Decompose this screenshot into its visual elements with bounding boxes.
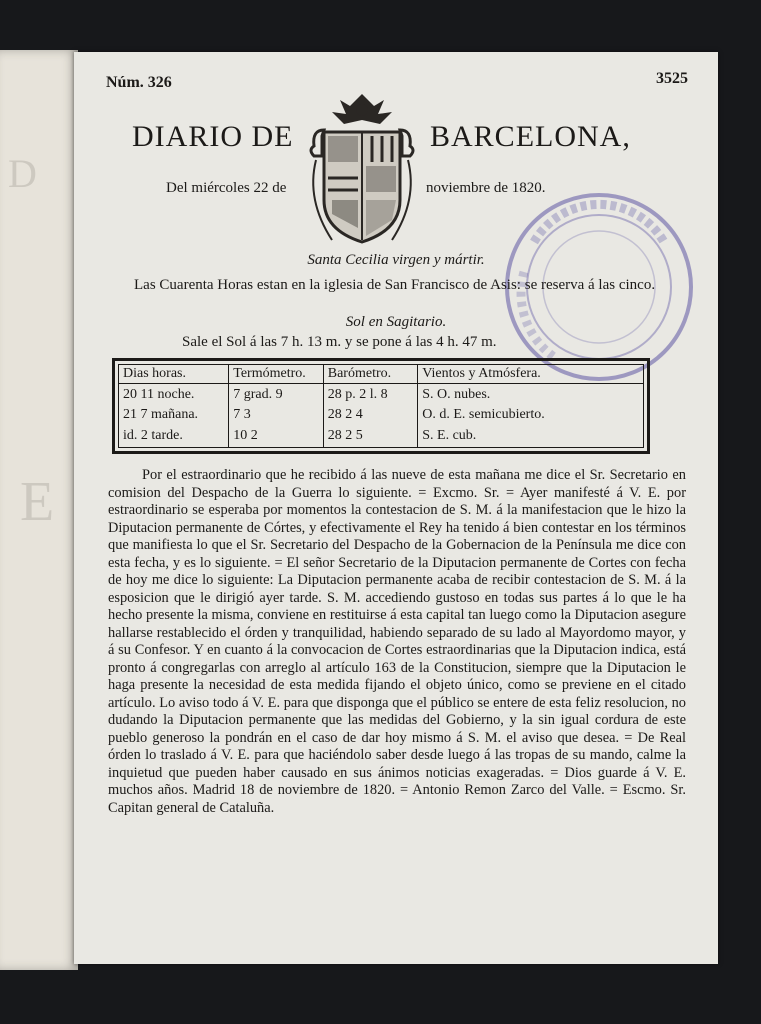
header-barometer: Barómetro. (323, 365, 418, 384)
facing-page-edge (0, 50, 78, 970)
cell-barometer: 28 p. 2 l. 8 (323, 384, 418, 406)
sunrise-sunset: Sale el Sol á las 7 h. 13 m. y se pone á las 4 h. 47 m. (182, 334, 497, 350)
cell-barometer: 28 2 4 (323, 405, 418, 426)
masthead-title-right: BARCELONA, (430, 120, 631, 153)
header-winds: Vientos y Atmósfera. (418, 365, 644, 384)
cell-thermometer: 7 grad. 9 (229, 384, 324, 406)
date-line-right: noviembre de 1820. (426, 180, 546, 196)
bleed-through-letter: D (8, 151, 37, 196)
cell-time: 21 7 mañana. (119, 405, 229, 426)
cell-winds: O. d. E. semicubierto. (422, 407, 545, 423)
weather-table (118, 364, 644, 448)
weather-table-frame (112, 358, 650, 454)
date-line-left: Del miércoles 22 de (166, 180, 287, 196)
forty-hours-notice: Las Cuarenta Horas estan en la iglesia de San Francisco de Asis: se reserva á las cinco. (134, 277, 656, 293)
bleed-through-letter: E (20, 471, 55, 533)
header-thermometer: Termómetro. (229, 365, 324, 384)
header-days-hours: Dias horas. (119, 365, 229, 384)
table-row (119, 405, 644, 426)
cell-time: id. 2 tarde. (119, 426, 229, 448)
cell-thermometer: 7 3 (229, 405, 324, 426)
cell-barometer: 28 2 5 (323, 426, 418, 448)
cell-winds: S. E. cub. (422, 428, 477, 444)
table-row (119, 384, 644, 406)
newspaper-page (74, 52, 718, 964)
table-row (119, 426, 644, 448)
saint-of-the-day: Santa Cecilia virgen y mártir. (307, 252, 485, 268)
sun-sign: Sol en Sagitario. (345, 314, 447, 330)
masthead-title-left: DIARIO DE (132, 120, 294, 153)
coat-of-arms-icon (302, 90, 422, 248)
page-number: 3525 (656, 70, 688, 87)
cell-time: 20 11 noche. (119, 384, 229, 406)
cell-thermometer: 10 2 (229, 426, 324, 448)
article-body: Por el estraordinario que he recibido á las nueve de esta mañana me dice el Sr. Secretario en comision del Despacho de la Guerra lo siguiente. = Excmo. Sr. = Ayer manifesté á V. E. por estraordinario se esperaba por momentos la contestacion de S. M. á la manifestacion que le hizo la Diputacion permanente de Córtes, y efectivamente el Rey ha tenido á bien contestar en los términos que manifiesta lo que el Sr. Secretario del Despacho de la Gobernacion de la Península me dice con esta fecha, y es lo siguiente. = El señor Secretario de la Diputacion permanente de Cortes con fecha de hoy me dice lo siguiente: La Diputacion permanente acaba de recibir contestacion de S. M. á la esposicion que le dirigió ayer tarde. S. M. accediendo gustoso en todas sus partes á lo que le ha hecho presente la misma, conviene en restituirse á esta capital tan luego como la Diputacion asegure hallarse restablecido el órden y tranquilidad, habiendo separado de su lado al Mayordomo mayor, y á su Confesor. Y en cuanto á la convocacion de Cortes estraordinarias que la Diputacion indica, está pronto á congregarlas con arreglo al artículo 163 de la Constitucion, siempre que la Diputacion le haga presente la necesidad de esta medida fijando el objeto único, como se previene en el citado artículo. Lo aviso todo á V. E. para que disponga que el público se entere de esta feliz resolucion, no dudando la Diputacion permanente que las medidas del Gobierno, y la sin igual cordura de este pueblo generoso la pondrán en el caso de dar hoy mismo á S. M. el aviso que desea. = De Real órden lo traslado á V. E. para que haciéndolo saber desde luego á las tropas de su mando, calme la inquietud que pueden haber causado en sus ánimos noticias exageradas. = Dios guarde á V. E. muchos años. Madrid 18 de noviembre de 1820. = Antonio Remon Zarco del Valle. = Escmo. Sr. Capitan general de Cataluña. (108, 467, 686, 816)
issue-number: Núm. 326 (106, 74, 172, 91)
cell-winds: S. O. nubes. (422, 386, 491, 402)
